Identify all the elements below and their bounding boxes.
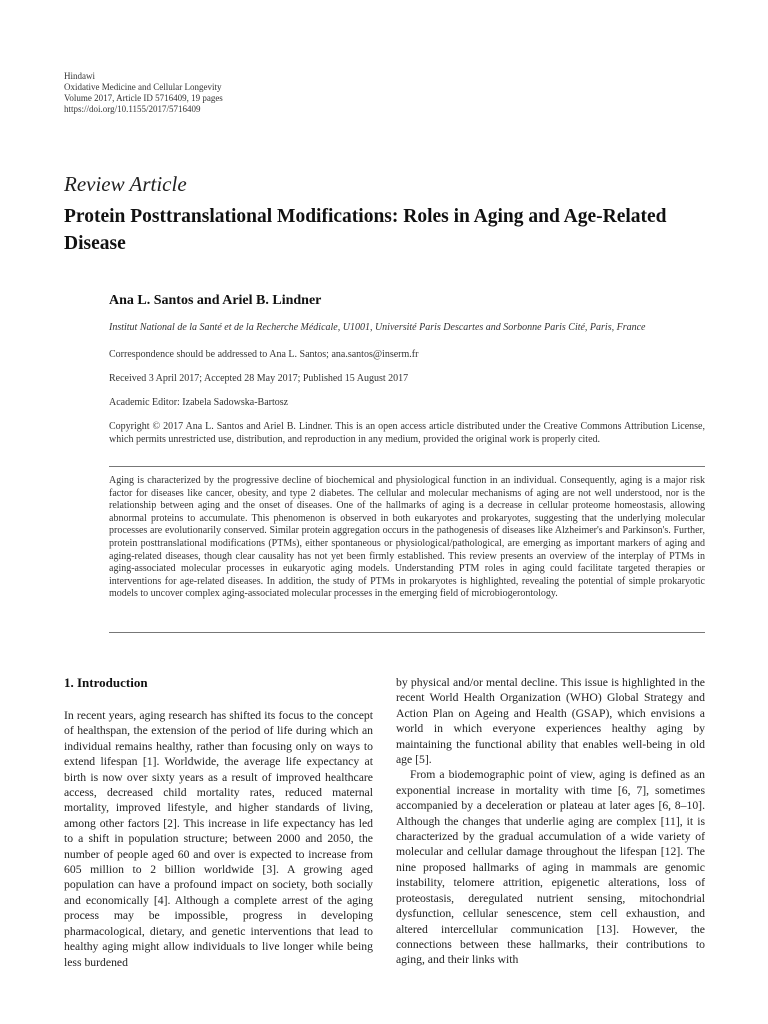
section-heading: 1. Introduction: [64, 675, 148, 690]
copyright-notice: Copyright © 2017 Ana L. Santos and Ariel B. Lindner. This is an open access article distributed under the Creative Commons Attribution License, which permits unrestricted use, distribution, and reproduction in any medium, provided the original work is properly cited.: [109, 421, 705, 445]
article-type: Review Article: [64, 172, 187, 196]
affiliation: Institut National de la Santé et de la Recherche Médicale, U1001, Université Paris Descartes and Sorbonne Paris Cité, Paris, France: [109, 322, 646, 333]
abstract-divider-bottom: [109, 632, 705, 633]
doi-link[interactable]: https://doi.org/10.1155/2017/5716409: [64, 104, 201, 114]
academic-editor: Academic Editor: Izabela Sadowska-Bartosz: [109, 397, 289, 408]
article-title: Protein Posttranslational Modifications: Roles in Aging and Age-Related Disease: [64, 206, 667, 254]
publication-dates: Received 3 April 2017; Accepted 28 May 2017; Published 15 August 2017: [109, 373, 409, 384]
volume-info: Volume 2017, Article ID 5716409, 19 pages: [64, 93, 223, 103]
body-paragraph: From a biodemographic point of view, aging is defined as an exponential increase in mortality with time [6, 7], sometimes accompanied by a deceleration or plateau at later ages [6, 8–10]. Although the changes that underlie aging are complex [11], it is characterized by the gradual accumulation of a wide variety of molecular and cellular damage throughout the lifespan [12]. The nine proposed hallmarks of aging in mammals are genomic instability, telomere attrition, epigenetic alterations, loss of proteostasis, deregulated nutrient sensing, mitochondrial dysfunction, cellular senescence, stem cell exhaustion, and altered intercellular communication [13]. However, the connections between these hallmarks, their contributions to aging, and their links with: [396, 768, 705, 967]
journal-header: [64, 71, 223, 115]
body-paragraph: In recent years, aging research has shifted its focus to the concept of healthspan, the extension of the period of life during which an individual remains healthy, rather than focusing only on ways to extend lifespan [1]. Worldwide, the average life expectancy at birth is now over sixty years as a result of improved healthcare access, decreased child mortality rates, reduced maternal mortality, improved lifestyle, and higher standards of living, among other factors [2]. This increase in life expectancy has led to a shift in population structure; between 2000 and 2050, the number of people aged 60 and over is expected to increase from 605 million to 2 billion worldwide [3]. A growing aged population can have a profound impact on society, both socially and economically [4]. Although a complete arrest of the aging process may be impossible, progress in developing pharmacological, dietary, and genetic interventions that lead to healthy aging might allow individuals to live longer while being less burdened: [64, 709, 373, 969]
author-list: Ana L. Santos and Ariel B. Lindner: [109, 293, 322, 308]
body-column-left: [64, 708, 373, 970]
abstract: Aging is characterized by the progressive decline of biochemical and physiological function in an individual. Consequently, aging is a major risk factor for diseases like cancer, obesity, and type 2 diabetes. The cellular and molecular mechanisms of aging are not well understood, nor is the relationship between aging and the onset of diseases. One of the hallmarks of aging is a decrease in cellular proteome homeostasis, allowing abnormal proteins to accumulate. This phenomenon is observed in both eukaryotes and prokaryotes, suggesting that the underlying molecular processes are evolutionarily conserved. Similar protein aggregation occurs in the pathogenesis of diseases like Alzheimer's and Parkinson's. Further, protein posttranslational modifications (PTMs), either spontaneous or physiological/pathological, are emerging as important markers of aging and aging-related diseases, though clear causality has not yet been firmly established. This review presents an overview of the interplay of PTMs in aging-associated molecular processes in eukaryotic aging models. Understanding PTM roles in aging could facilitate targeted therapies or interventions for age-related diseases. In addition, the study of PTMs in prokaryotes is highlighted, revealing the potential of simple prokaryotic models to uncover complex aging-associated molecular processes in the emerging field of microbiogerontology.: [109, 475, 705, 600]
body-paragraph: by physical and/or mental decline. This issue is highlighted in the recent World Health Organization (WHO) Global Strategy and Action Plan on Ageing and Health (GSAP), which envisions a world in which everyone experiences healthy aging by maintaining the functional ability that enables well-being in old age [5].: [396, 676, 705, 767]
body-column-right: [396, 675, 705, 968]
journal-name: Oxidative Medicine and Cellular Longevity: [64, 82, 222, 92]
abstract-divider: [109, 466, 705, 467]
correspondence: Correspondence should be addressed to Ana L. Santos; ana.santos@inserm.fr: [109, 349, 419, 360]
publisher-name: Hindawi: [64, 71, 95, 81]
